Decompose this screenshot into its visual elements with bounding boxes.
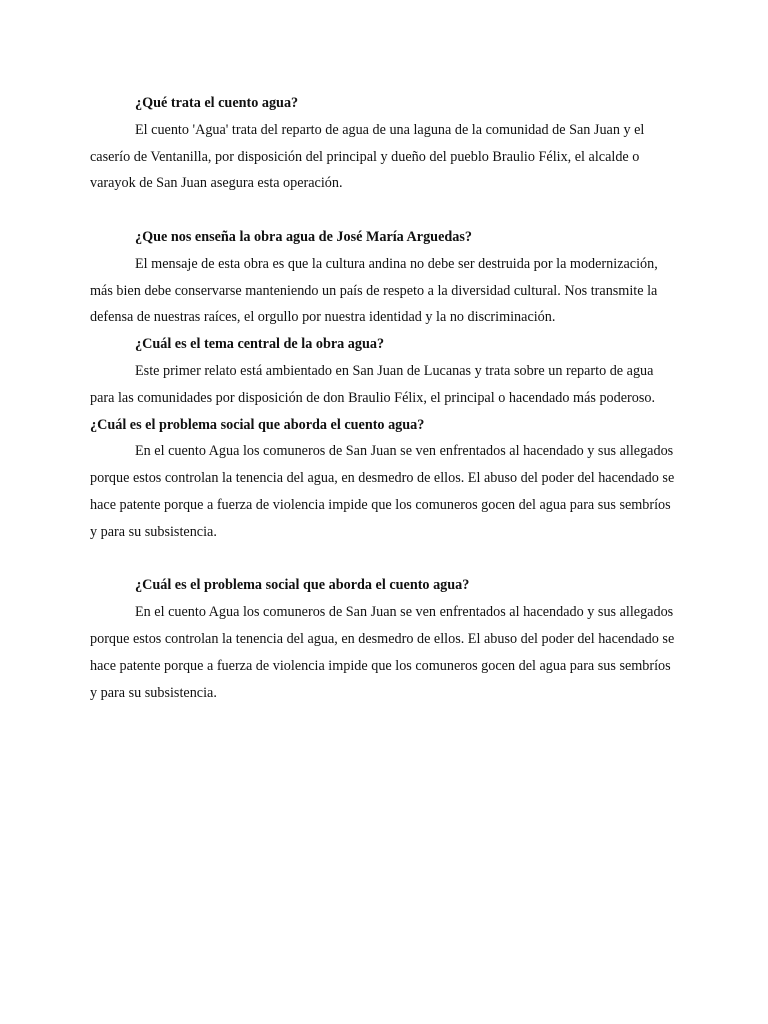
tema-central-text: Este primer relato está ambientado en San Juan de Lucanas y trata sobre un reparto de agua para las comunidades por disposición de don Braulio Félix, el principal o hacendado más poderoso.	[90, 362, 655, 406]
section-paragraph-tema-central	[90, 358, 678, 438]
section-heading-tema-central: ¿Cuál es el tema central de la obra agua?	[135, 336, 385, 353]
section-heading-que-ensena: ¿Que nos enseña la obra agua de José María Arguedas?	[135, 228, 472, 245]
section-paragraph-problema-social-1: En el cuento Agua los comuneros de San Juan se ven enfrentados al hacendado y sus allegados porque estos controlan la tenencia del agua, en desmedro de ellos. El abuso del poder del hacendado se hace patente porque a fuerza de violencia impide que los comuneros gocen del agua para sus sembríos y para su subsistencia.	[90, 443, 675, 540]
document-body	[90, 90, 678, 706]
inline-heading-problema-social: ¿Cuál es el problema social que aborda el cuento agua?	[90, 416, 425, 433]
section-paragraph-problema-social-2: En el cuento Agua los comuneros de San Juan se ven enfrentados al hacendado y sus allegados porque estos controlan la tenencia del agua, en desmedro de ellos. El abuso del poder del hacendado se hace patente porque a fuerza de violencia impide que los comuneros gocen del agua para sus sembríos y para su subsistencia.	[90, 604, 675, 701]
section-paragraph-que-ensena: El mensaje de esta obra es que la cultura andina no debe ser destruida por la modernización, más bien debe conservarse manteniendo un país de respeto a la diversidad cultural. Nos transmite la defensa de nuestras raíces, el orgullo por nuestra identidad y la no discriminación.	[90, 255, 658, 326]
section-heading-problema-social: ¿Cuál es el problema social que aborda el cuento agua?	[135, 577, 470, 594]
paragraph-spacer	[90, 197, 678, 224]
section-paragraph-que-trata: El cuento 'Agua' trata del reparto de agua de una laguna de la comunidad de San Juan y el caserío de Ventanilla, por disposición del principal y dueño del pueblo Braulio Félix, el alcalde o varayok de San Juan asegura esta operación.	[90, 121, 645, 192]
paragraph-spacer	[90, 546, 678, 573]
section-heading-que-trata: ¿Qué trata el cuento agua?	[135, 95, 299, 111]
